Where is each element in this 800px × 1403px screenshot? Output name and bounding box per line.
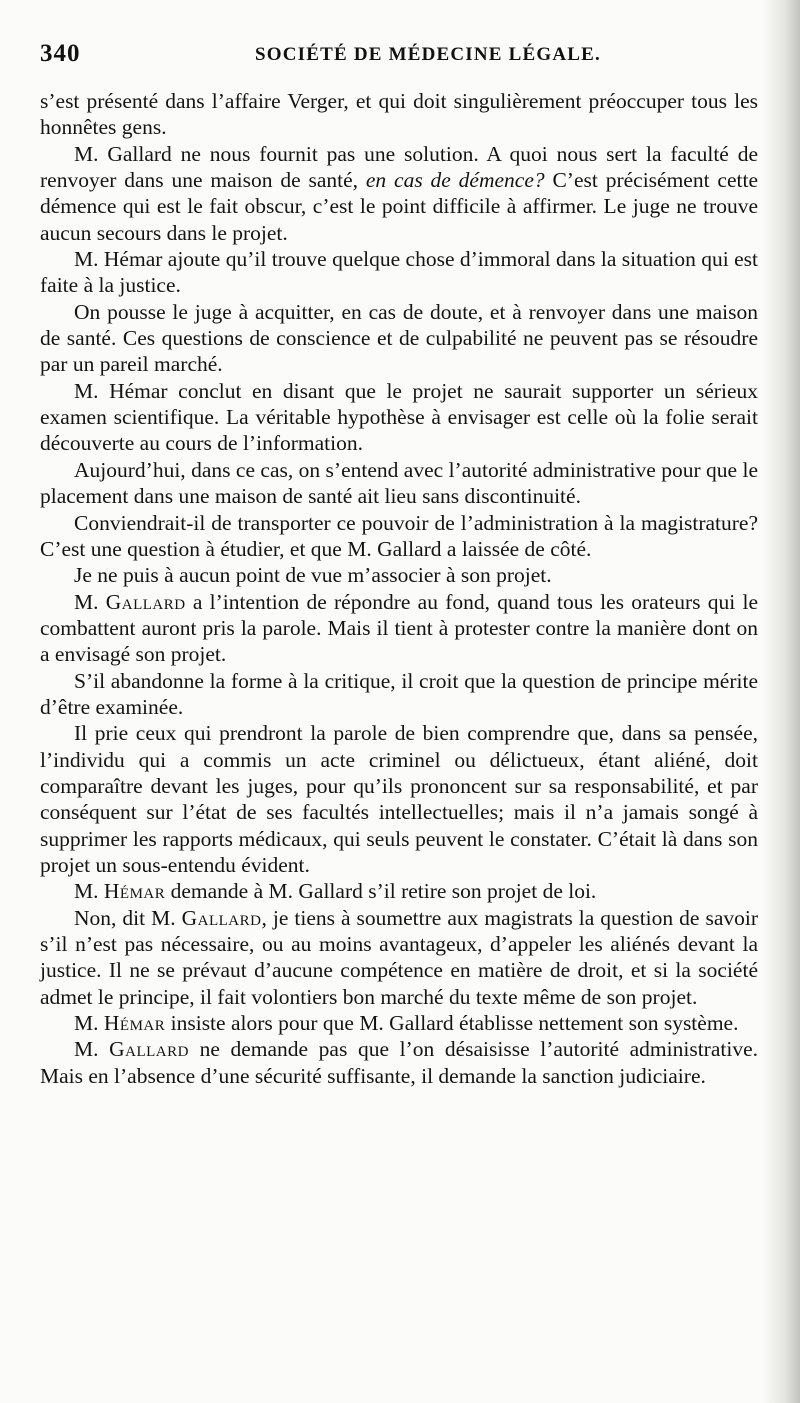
- paragraph: [40, 1010, 758, 1036]
- paragraph-text: Conviendrait-il de transporter ce pouvoir de l’administration à la magistrature? C’est une question à étudier, et que M. Gallard a laissée de côté.: [40, 510, 758, 561]
- paragraph: [40, 510, 758, 563]
- running-title: SOCIÉTÉ DE MÉDECINE LÉGALE.: [255, 44, 601, 65]
- paragraph-text: a l’intention de répondre au fond, quand tous les orateurs qui le combattent auront pris la parole. Mais il tient à protester contre la manière dont on a envisagé son projet.: [40, 589, 758, 667]
- speaker-name: Gallard: [181, 905, 262, 930]
- paragraph-text: Non, dit M.: [74, 905, 182, 930]
- paragraph: [40, 88, 758, 141]
- paragraph: [40, 878, 758, 904]
- page-edge-shadow: [762, 0, 800, 1403]
- paragraph-text: On pousse le juge à acquitter, en cas de doute, et à renvoyer dans une maison de santé. Ces questions de conscience et de culpabilité ne peuvent pas se résoudre par un pareil marché.: [40, 299, 758, 377]
- speaker-name: Hémar: [103, 879, 166, 904]
- paragraph-text: M.: [74, 589, 106, 614]
- paragraph-text: insiste alors pour que M. Gallard établisse nettement son système.: [165, 1011, 739, 1036]
- page-header: [40, 40, 760, 74]
- paragraph-text: M.: [74, 1037, 110, 1062]
- paragraph-text: , je tiens à soumettre aux magistrats la question de savoir s’il n’est pas nécessaire, ou au moins avantageux, d’appeler les aliénés devant la justice. Il ne se prévaut d’aucune compétence en matière de droit, et si la société admet le principe, il fait volontiers bon marché du texte même de son projet.: [40, 905, 759, 1009]
- paragraph-text: demande à M. Gallard s’il retire son projet de loi.: [165, 879, 597, 904]
- emphasis-text: en cas de démence?: [365, 168, 545, 193]
- paragraph-text: M. Hémar ajoute qu’il trouve quelque chose d’immoral dans la situation qui est faite à la justice.: [40, 247, 758, 298]
- paragraph: [40, 246, 758, 299]
- paragraph: [40, 141, 758, 246]
- paragraph: [40, 299, 758, 378]
- body-text: [40, 88, 758, 1089]
- speaker-name: Gallard: [109, 1037, 189, 1062]
- paragraph-text: C’est précisément cette démence qui est le fait obscur, c’est le point difficile à affirmer. Le juge ne trouve aucun secours dans le projet.: [40, 168, 758, 245]
- paragraph-text: M. Gallard ne nous fournit pas une solution. A quoi nous sert la faculté de renvoyer dans une maison de santé,: [40, 141, 758, 193]
- paragraph-text: Il prie ceux qui prendront la parole de bien comprendre que, dans sa pensée, l’individu qui a commis un acte criminel ou délictueux, étant aliéné, doit comparaître devant les juges, pour qu’ils prononcent sur sa responsabilité, et par conséquent sur l’état de ses facultés intellectuelles; mais il n’a jamais songé à supprimer les rapports médicaux, qui seuls peuvent le constater. C’était là dans son projet un sous-entendu évident.: [40, 721, 758, 877]
- paragraph: [40, 457, 758, 510]
- speaker-name: Gallard: [105, 589, 186, 614]
- paragraph-text: ne demande pas que l’on désaisisse l’autorité administrative. Mais en l’absence d’une sécurité suffisante, il demande la sanction judiciaire.: [40, 1037, 758, 1088]
- paragraph-text: S’il abandonne la forme à la critique, il croit que la question de principe mérite d’être examinée.: [40, 668, 758, 719]
- paragraph-text: M. Hémar conclut en disant que le projet ne saurait supporter un sérieux examen scientifique. La véritable hypothèse à envisager est celle où la folie serait découverte au cours de l’information.: [40, 378, 758, 456]
- page-number: 340: [40, 40, 81, 67]
- paragraph: [40, 562, 758, 588]
- speaker-name: Hémar: [103, 1011, 166, 1036]
- paragraph-text: Aujourd’hui, dans ce cas, on s’entend avec l’autorité administrative pour que le placement dans une maison de santé ait lieu sans discontinuité.: [40, 457, 758, 509]
- paragraph: [40, 1036, 758, 1089]
- paragraph-text: M.: [74, 1011, 104, 1036]
- paragraph: [40, 905, 758, 1010]
- paragraph: [40, 589, 758, 668]
- paragraph-text: M.: [74, 879, 104, 904]
- paragraph: [40, 720, 758, 878]
- paragraph-text: s’est présenté dans l’affaire Verger, et qui doit singulièrement préoccuper tous les honnêtes gens.: [40, 89, 758, 140]
- paragraph: [40, 378, 758, 457]
- paragraph-text: Je ne puis à aucun point de vue m’associer à son projet.: [74, 563, 552, 588]
- paragraph: [40, 668, 758, 721]
